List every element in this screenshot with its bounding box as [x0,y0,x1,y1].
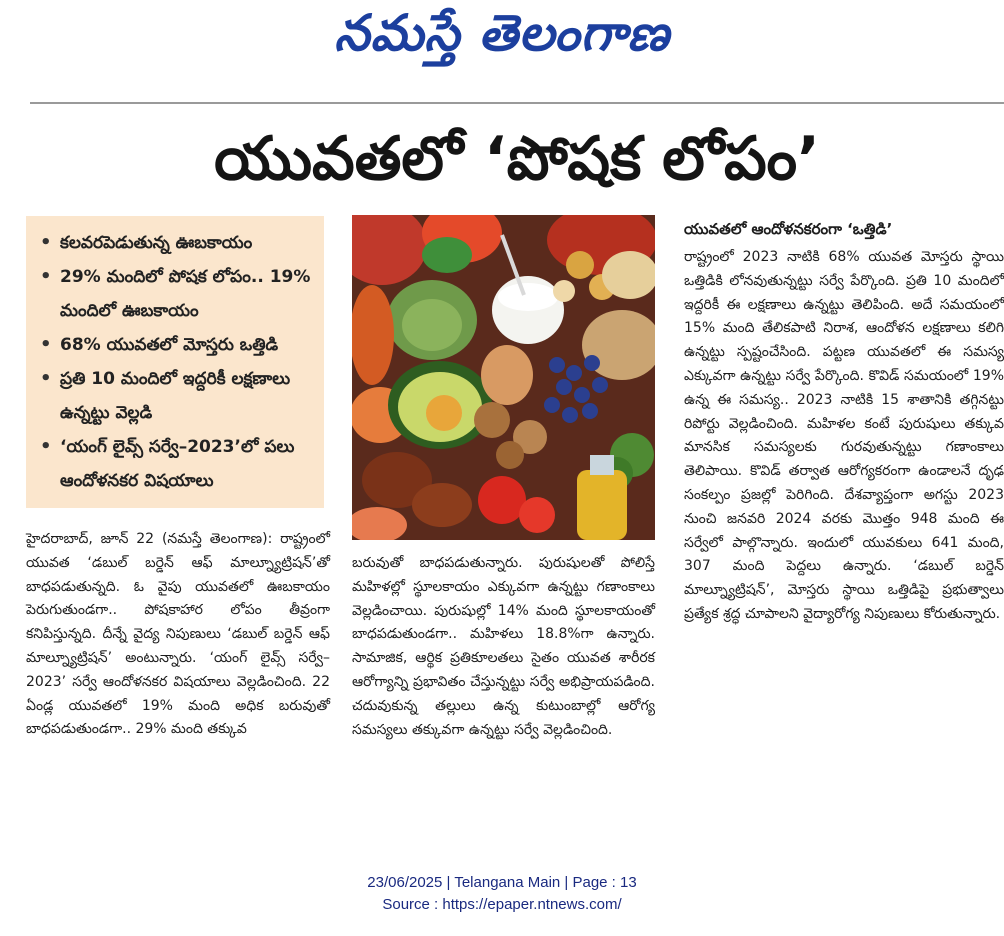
highlight-item: • కలవరపెడుతున్న ఊబకాయం [40,226,316,260]
article-column-1 [26,528,330,742]
highlights-box [26,216,324,508]
bullet-icon: • [40,368,52,389]
column-subheading: యువతలో ఆందోళనకరంగా ‘ఒత్తిడి’ [684,220,893,238]
footer-source-link[interactable]: Source : https://epaper.ntnews.com/ [382,896,622,913]
food-photo [352,215,655,540]
highlights-list [26,216,324,498]
highlight-item: • 68% యువతలో మోస్తరు ఒత్తిడి [40,328,316,362]
masthead [0,0,1004,78]
highlight-item: • ప్రతి 10 మందిలో ఇద్దరికీ లక్షణాలు ఉన్నట్టు వెల్లడి [40,362,316,430]
footer [0,872,1004,916]
masthead-title: నమస్తే తెలంగాణ [334,4,670,62]
masthead-divider [30,102,1004,104]
bullet-icon: • [40,334,52,355]
footer-date-line: 23/06/2025 | Telangana Main | Page : 13 [367,874,637,891]
highlight-item: • 29% మందిలో పోషక లోపం.. 19% మందిలో ఊబకాయం [40,260,316,328]
bullet-icon: • [40,232,52,253]
headline: యువతలో ‘పోషక లోపం’ [214,124,820,194]
article-column-2 [352,552,655,742]
bullet-icon: • [40,266,52,287]
highlight-item: • ‘యంగ్ లైవ్స్ సర్వే–2023’లో పలు ఆందోళనకర విషయాలు [40,430,316,498]
article-paragraph: హైదరాబాద్, జూన్ 22 (నమస్తే తెలంగాణ): రాష్ట్రంలో యువత ‘డబుల్ బర్డెన్ ఆఫ్ మాల్న్యూట్రిషన్’తో బాధపడుతున్నది. ఓ వైపు యువతలో ఊబకాయం పెరుగుతుండగా.. పోషకాహార లోపం తీవ్రంగా కనిపిస్తున్నది. దీన్నే వైద్య నిపుణులు ‘డబుల్ బర్డెన్ ఆఫ్ మాల్న్యూట్రిషన్’ అంటున్నారు. ‘యంగ్ లైవ్స్ సర్వే–2023’ సర్వే ఆందోళనకర విషయాలు వెల్లడించింది. 22 ఏండ్ల యువతలో 19% మంది అధిక బరువుతో బాధపడుతుండగా.. 29% మంది తక్కువ [26,531,330,738]
food-photo-illustration [352,215,655,540]
article-paragraph: బరువుతో బాధపడుతున్నారు. పురుషులతో పోలిస్తే మహిళల్లో స్థూలకాయం ఎక్కువగా ఉన్నట్టు గణాంకాలు వెల్లడించాయి. పురుషుల్లో 14% మంది స్థూలకాయంతో బాధపడుతుండగా.. మహిళలు 18.8%గా ఉన్నారు. సామాజిక, ఆర్థిక ప్రతికూలతలు సైతం యువత శారీరక ఆరోగ్యాన్ని ప్రభావితం చేస్తున్నట్టు సర్వే అభిప్రాయపడింది. చదువుకున్న తల్లులు ఉన్న కుటుంబాల్లో ఆరోగ్య సమస్యలు తక్కువగా ఉన్నట్టు సర్వే వెల్లడించింది. [352,555,655,738]
article-column-3 [684,216,1004,627]
bullet-icon: • [40,436,52,457]
article-paragraph: రాష్ట్రంలో 2023 నాటికి 68% యువత మోస్తరు స్థాయి ఒత్తిడికి లోనవుతున్నట్టు సర్వే పేర్కొంది. ప్రతి 10 మందిలో ఇద్దరికీ ఈ లక్షణాలు ఉన్నట్టు తెలిపింది. అదే సమయంలో 15% మంది తేలికపాటి నిరాశ, ఆందోళన లక్షణాలు కలిగి ఉన్నట్టు స్పష్టంచేసింది. పట్టణ యువతలో ఈ సమస్య ఎక్కువగా ఉన్నట్టు సర్వే పేర్కొంది. కొవిడ్ సమయంలో 19% ఉన్న ఈ సమస్య.. 2023 నాటికి 15 శాతానికి తగ్గినట్టు రిపోర్టు వెల్లడించింది. మహిళల కంటే పురుషులు తక్కువ మానసిక సమస్యలకు గురవుతున్నట్టు గణాంకాలు తెలిపాయి. కొవిడ్ తర్వాత ఆరోగ్యకరంగా ఉండాలనే దృఢ సంకల్పం ప్రజల్లో పెరిగింది. దేశవ్యాప్తంగా అగస్టు 2023 నుంచి జనవరి 2024 వరకు మొత్తం 948 మంది ఈ సర్వేలో పాల్గొన్నారు. ఇందులో యువకులు 641 మంది, 307 మంది పెద్దలు ఉన్నారు. ‘డబుల్ బర్డెన్ మాల్న్యూట్రిషన్’, మోస్తరు స్థాయి ఒత్తిడిపై ప్రభుత్వాలు ప్రత్యేక శ్రద్ధ చూపాలని వైద్యారోగ్య నిపుణులు కోరుతున్నారు. [684,249,1004,622]
